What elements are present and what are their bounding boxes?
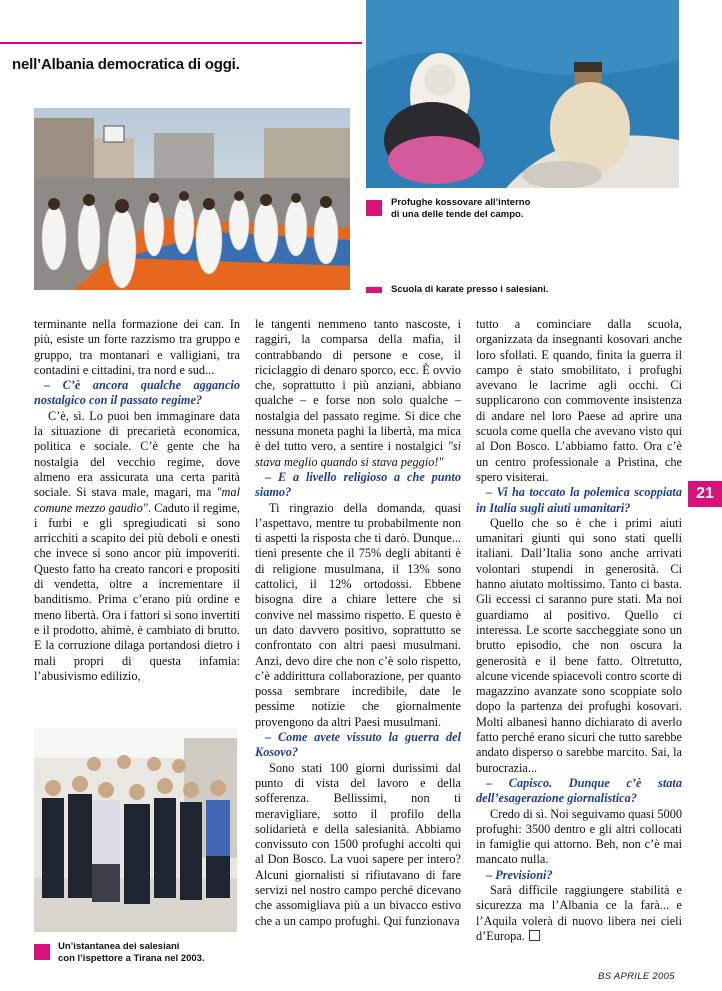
- col2-paragraph-1: [255, 317, 461, 470]
- col2-paragraph-2: Ti ringrazio della domanda, quasi l’aspettavo, mentre tu probabilmente non ti aspetti la risposta che ti darò. Dunque... tieni presente che il 75% degli abitanti è di religione musulmana, il 13% sono cattolici, il 12% ortodossi. Ebbene bisogna dire a chiare lettere che si convive nel massimo rispetto. E questo è un dato davvero positivo, soprattutto se confrontato con altri paesi musulmani. Anzi, devo dire che non c’è solo rispetto, c’è addirittura collaborazione, per quanto possa sembrare incredibile, date le pessime notizie che giornalmente provengono da altri Paesi musulmani.: [255, 500, 461, 729]
- col2-paragraph-1a: le tangenti nemmeno tanto nascoste, i raggiri, la comparsa della mafia, il contrabbando di persone e cose, il riciclaggio di denaro sporco, ecc. È ovvio che, soprattutto i più anziani, abbiano qualche – e forse non solo qualche – nostalgia del passato regime. Si dice che nessuna moneta paghi la libertà, ma mica è del tutto vero, a sentire i nostalgici: [255, 317, 461, 454]
- salesians-caption-line1: Un’istantanea dei salesiani: [58, 941, 180, 952]
- refugees-caption-marker: [366, 200, 382, 216]
- page-headline: nell’Albania democratica di oggi.: [12, 56, 240, 73]
- refugees-caption: [391, 197, 631, 221]
- column-3: [476, 317, 682, 944]
- salesians-photo: [34, 728, 237, 932]
- header-rule: [0, 42, 362, 44]
- salesians-caption-line2: con l’ispettore a Tirana nel 2003.: [58, 953, 205, 964]
- karate-caption: Scuola di karate presso i salesiani.: [391, 284, 549, 295]
- col1-paragraph-2-quote: "mal comune mezzo gaudio": [34, 485, 240, 515]
- karate-photo: [34, 108, 350, 290]
- end-of-article-box-icon: [529, 930, 540, 941]
- col1-paragraph-2a: C’è, sì. Lo puoi ben immaginare data la situazione di precarietà economica, politica e sociale. C’è gente che ha nostalgia del vecchio regime, dove almeno era assicurata una certa parità sociale. Si stava male, magari, ma: [34, 408, 240, 500]
- col3-paragraph-4-text: Sarà difficile raggiungere stabilità e sicurezza ma l’Albania ce la farà... e l’Aquila volerà di nuovo libera nei cieli d’Europa.: [476, 882, 682, 943]
- col2-paragraph-1-quote: "si stava meglio quando si stava peggio!": [255, 439, 461, 469]
- column-2: [255, 317, 461, 929]
- col2-paragraph-3: Sono stati 100 giorni durissimi dal punto di vista del lavoro e della sofferenza. Bellissimi, non ti meravigliare, sotto il profilo della solidarietà e della salesianità. Abbiamo convissuto con 1500 profughi accolti qui al Don Bosco. La vuoi sapere per intero? Alcuni giornalisti si rifiutavano di fare servizi nel nostro campo perché dicevano che assomigliava più a un bivacco estivo che a un campo profughi. Qui funzionava: [255, 760, 461, 928]
- col1-question-1: – C’è ancora qualche aggancio nostalgico con il passato regime?: [34, 378, 240, 408]
- refugees-caption-line2: di una delle tende del campo.: [391, 209, 524, 220]
- karate-photo-image: [34, 108, 350, 290]
- column-1-top: [34, 317, 240, 684]
- col3-question-3: – Previsioni?: [486, 867, 553, 882]
- col1-paragraph-2c: . Caduto il regime, i furbi e gli spregiudicati si sono arricchiti a scapito dei più deboli e onesti che invece si sono ancor più impoveriti. Questo fatto ha creato rancori e propositi di vendetta, oltre a incrementare il banditismo. Prima c’erano più ordine e meno libertà. Ora i fattori si sono invertiti e il prodotto, ahimè, è cambiato di brutto. E la corruzione dilaga portandosi dietro i mali propri di questa infamia: l’abusivismo edilizio,: [34, 500, 240, 683]
- col2-question-1: – E a livello religioso a che punto siamo?: [255, 469, 461, 500]
- col1-paragraph-2: [34, 409, 240, 684]
- col2-question-2: – Come avete vissuto la guerra del Kosovo?: [255, 730, 461, 760]
- col3-question-2: – Capisco. Dunque c’è stata dell’esagerazione giornalistica?: [476, 775, 682, 806]
- salesians-photo-image: [34, 728, 237, 932]
- karate-caption-marker: [366, 287, 382, 293]
- page-footer: BS APRILE 2005: [598, 971, 675, 982]
- col3-question-1: – Vi ha toccato la polemica scoppiata in Italia sugli aiuti umanitari?: [476, 485, 682, 515]
- refugees-photo: [366, 0, 679, 188]
- col3-paragraph-4: [476, 883, 682, 944]
- col1-paragraph-1: terminante nella formazione dei can. In più, esiste un forte razzismo tra gruppo e gruppo, tra montanari e valligiani, tra contadini e cittadini, tra nord e sud...: [34, 317, 240, 377]
- col3-paragraph-1: tutto a cominciare dalla scuola, organizzata da insegnanti kosovari anche loro sfollati. E quando, finita la guerra il campo è stato smobilitato, i profughi avevano le lacrime agli occhi. Ci supplicarono con commovente insistenza di andare nel loro Paese ad aprire una scuola come quella che avevano visto qui al Don Bosco. L’abbiamo fatto. Ora c’è un centro professionale a Pristina, che spero visiterai.: [476, 317, 682, 484]
- col3-paragraph-2: Quello che so è che i primi aiuti umanitari giunti qui sono stati quelli italiani. Dall’Italia sono anche arrivati volontari stupendi in generosità. Ci hanno aiutato moltissimo. Tanto ci basta. Gli eccessi ci saranno pure stati. Ma noi guardiamo al positivo. Quello ci interessa. Le scorte saccheggiate sono un brutto episodio, che non oscura la generosità e il bene fatto. Oltretutto, alcune vicende spiacevoli contro scorte di magazzino avanzate sono scoppiate solo dopo la partenza dei profughi kosovari. Molti albanesi hanno dichiarato di averlo fatto perché erano sicuri che tutto sarebbe andato disperso o sarebbe marcito. Sai, la burocrazia...: [476, 515, 682, 775]
- col3-paragraph-3: Credo di sì. Noi seguivamo quasi 5000 profughi: 3500 dentro e gli altri collocati in famiglie qui attorno. Beh, non c’è mai mancato nulla.: [476, 806, 682, 867]
- salesians-caption-marker: [34, 944, 50, 960]
- salesians-caption: [58, 941, 248, 965]
- page-number-tab: 21: [688, 481, 722, 507]
- refugees-caption-line1: Profughe kossovare all’interno: [391, 197, 531, 208]
- refugees-photo-image: [366, 0, 679, 188]
